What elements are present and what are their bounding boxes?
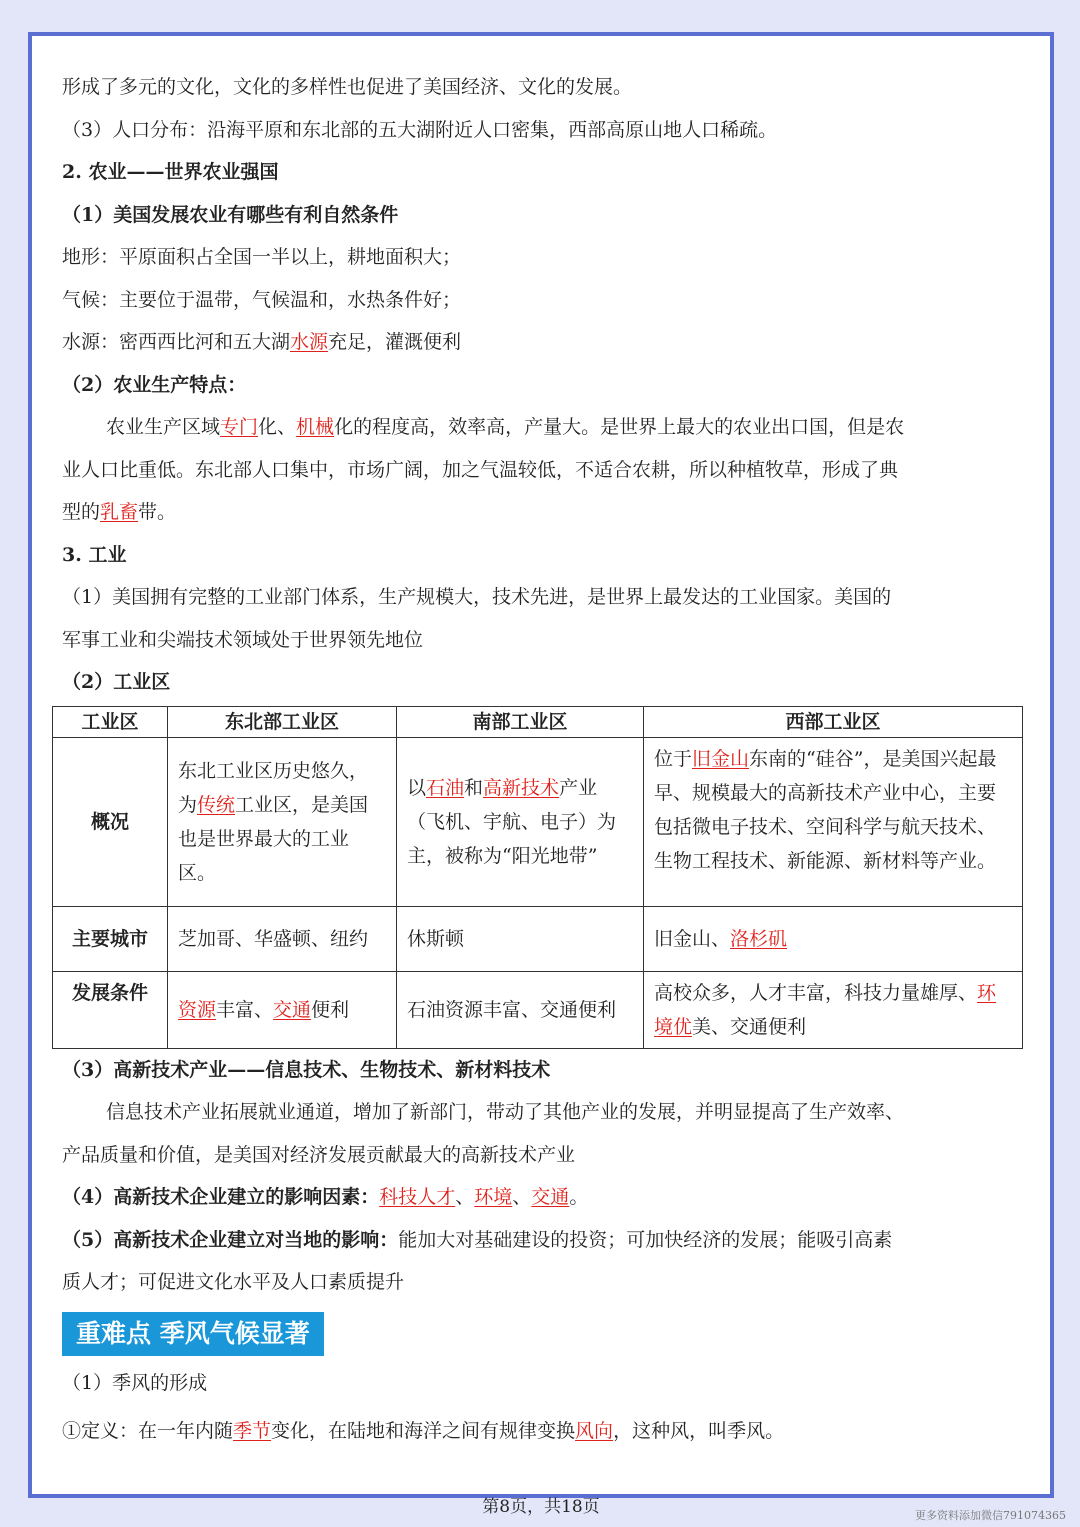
text: （5）高新技术企业建立对当地的影响： [62, 1228, 399, 1251]
table-cell [168, 737, 397, 906]
climate-line: 气候：主要位于温带，气候温和，水热条件好； [62, 288, 462, 311]
keyword: 资源 [178, 998, 217, 1021]
text: 、 [455, 1186, 475, 1208]
table-row [53, 906, 1023, 971]
keyword: 季节 [233, 1420, 272, 1442]
text: 变化，在陆地和海洋之间有规律变换 [271, 1420, 576, 1442]
table-header: 南部工业区 [397, 706, 644, 737]
section-banner: 重难点 季风气候显著 [62, 1312, 324, 1356]
text: 化、 [258, 416, 297, 438]
keyword: 高新技术 [483, 776, 560, 799]
table-header: 西部工业区 [644, 706, 1023, 737]
text: 、 [512, 1186, 532, 1208]
text: （4）高新技术企业建立的影响因素： [62, 1186, 380, 1208]
row-label: 概况 [53, 737, 168, 906]
heading-agri-conditions: （1）美国发展农业有哪些有利自然条件 [62, 203, 399, 226]
agri-para-line [62, 406, 1022, 449]
industrial-zones-table [52, 706, 1023, 1049]
monsoon-definition [62, 1410, 1022, 1453]
table-cell: 石油资源丰富、交通便利 [397, 971, 644, 1048]
table-cell [644, 737, 1023, 906]
heading-industry: 3. 工业 [62, 543, 127, 566]
text: 带。 [138, 501, 177, 523]
text: 水源：密西西比河和五大湖 [62, 331, 291, 353]
population-distribution: （3）人口分布：沿海平原和东北部的五大湖附近人口密集，西部高原山地人口稀疏。 [62, 118, 778, 141]
text: 旧金山、 [654, 927, 731, 950]
keyword: 交通 [273, 998, 312, 1021]
text: 和 [464, 776, 484, 799]
table-header-row [53, 706, 1023, 737]
table-header: 工业区 [53, 706, 168, 737]
text: ①定义：在一年内随 [62, 1420, 234, 1442]
keyword: 专门 [220, 416, 259, 438]
keyword: 旧金山 [692, 747, 750, 770]
keyword: 传统 [197, 793, 236, 816]
keyword: 水源 [290, 331, 329, 353]
agri-para-line: 业人口比重低。东北部人口集中，市场广阔，加之气温较低，不适合农耕，所以种植牧草，形成了典 [62, 458, 899, 481]
keyword: 风向 [575, 1420, 614, 1442]
heading-high-tech: （3）高新技术产业——信息技术、生物技术、新材料技术 [62, 1058, 551, 1081]
text: 产业（飞机、宇航、电子）为主，被称为“阳光地带” [407, 776, 617, 867]
it-para-line: 信息技术产业拓展就业通道，增加了新部门，带动了其他产业的发展，并明显提高了生产效率、 [106, 1101, 905, 1123]
watermark-text: 更多资料添加微信791074365 [915, 1509, 1066, 1522]
terrain-line: 地形：平原面积占全国一半以上，耕地面积大； [62, 246, 462, 268]
keyword: 环境优 [654, 981, 997, 1038]
table-header: 东北部工业区 [168, 706, 397, 737]
text: 型的 [62, 501, 101, 523]
heading-agri-features: （2）农业生产特点： [62, 373, 247, 396]
heading-agriculture: 2. 农业——世界农业强国 [62, 161, 279, 183]
text: 位于 [654, 747, 693, 770]
agri-para-line [62, 491, 1022, 534]
text: 便利 [311, 998, 350, 1021]
text: 工业区，是美国也是世界最大的工业区。 [178, 793, 369, 884]
text: 高校众多，人才丰富，科技力量雄厚、 [654, 981, 978, 1004]
text: ，这种风，叫季风。 [613, 1420, 785, 1442]
text: 。 [569, 1186, 589, 1208]
text: 丰富、 [216, 998, 274, 1021]
text: 东南的“硅谷”，是美国兴起最早、规模最大的高新技术产业中心，主要包括微电子技术、空间科学与航天技术、生物工程技术、新能源、新材料等产业。 [654, 747, 997, 872]
text: 化的程度高，效率高，产量大。是世界上最大的农业出口国，但是农 [334, 416, 905, 438]
table-row [53, 971, 1023, 1048]
text: 美、交通便利 [692, 1015, 807, 1038]
monsoon-heading: （1）季风的形成 [62, 1371, 208, 1394]
row-label: 发展条件 [53, 971, 168, 1048]
table-cell [644, 971, 1023, 1048]
paragraph: 形成了多元的文化，文化的多样性也促进了美国经济、文化的发展。 [62, 76, 633, 98]
page-number: 第8页，共18页 [482, 1497, 600, 1517]
keyword: 科技人才 [379, 1186, 456, 1208]
industry-para-line: （1）美国拥有完整的工业部门体系，生产规模大，技术先进，是世界上最发达的工业国家。美国的 [62, 586, 892, 608]
row-label: 主要城市 [53, 906, 168, 971]
keyword: 环境 [474, 1186, 513, 1208]
page-content [62, 66, 1022, 1453]
water-line [62, 321, 1022, 364]
heading-industrial-zones: （2）工业区 [62, 671, 171, 693]
text: 东北工业区历史悠久，为 [178, 759, 369, 816]
table-cell: 休斯顿 [397, 906, 644, 971]
table-row [53, 737, 1023, 906]
factors-line [62, 1176, 1022, 1219]
effects-line: 质人才；可促进文化水平及人口素质提升 [62, 1271, 405, 1293]
text: 充足，灌溉便利 [328, 331, 462, 353]
keyword: 石油 [426, 776, 465, 799]
keyword: 机械 [296, 416, 335, 438]
it-para-line: 产品质量和价值，是美国对经济发展贡献最大的高新技术产业 [62, 1143, 576, 1166]
table-cell [168, 971, 397, 1048]
table-cell [644, 906, 1023, 971]
text: 能加大对基础建设的投资；可加快经济的发展；能吸引高素 [398, 1228, 893, 1251]
effects-line [62, 1219, 1022, 1262]
keyword: 交通 [531, 1186, 570, 1208]
text: 农业生产区域 [106, 416, 221, 438]
table-cell: 芝加哥、华盛顿、纽约 [168, 906, 397, 971]
text: 以 [407, 776, 427, 799]
keyword: 洛杉矶 [730, 927, 788, 950]
table-cell [397, 737, 644, 906]
keyword: 乳畜 [100, 501, 139, 523]
industry-para-line: 军事工业和尖端技术领域处于世界领先地位 [62, 628, 424, 651]
